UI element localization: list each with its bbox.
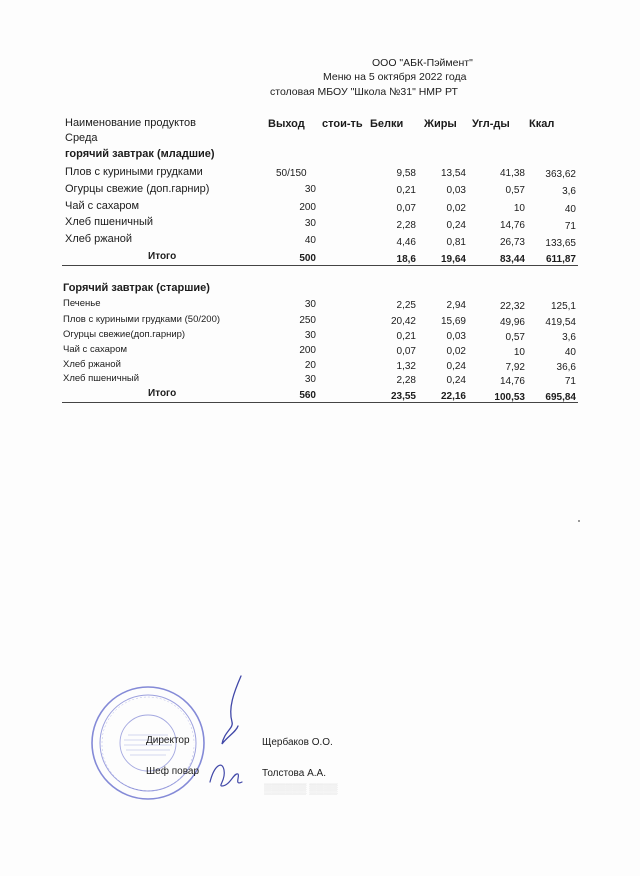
col-header-cost: стои-ть <box>322 118 363 130</box>
row-output: 30 <box>304 330 316 341</box>
total-protein: 23,55 <box>390 391 416 402</box>
row-carbs: 10 <box>513 347 525 358</box>
row-output: 200 <box>299 345 316 356</box>
row-output: 30 <box>304 184 316 195</box>
row-protein: 0,21 <box>396 331 416 342</box>
row-name: Хлеб ржаной <box>63 359 121 370</box>
row-fat: 0,03 <box>446 185 466 196</box>
row-kcal: 40 <box>564 204 576 215</box>
row-carbs: 7,92 <box>505 362 525 373</box>
row-name: Хлеб пшеничный <box>65 216 154 228</box>
chef-name: Толстова А.А. <box>262 768 326 779</box>
row-name: Чай с сахаром <box>63 344 128 355</box>
row-protein: 20,42 <box>390 316 416 327</box>
row-kcal: 36,6 <box>556 362 576 373</box>
divider <box>62 402 578 403</box>
col-header-carbs: Угл-ды <box>472 118 510 130</box>
row-name: Огурцы свежие (доп.гарнир) <box>65 183 210 195</box>
row-output: 200 <box>299 202 316 213</box>
row-protein: 2,28 <box>396 375 416 386</box>
row-carbs: 14,76 <box>499 376 525 387</box>
row-fat: 2,94 <box>446 300 466 311</box>
row-carbs: 26,73 <box>499 237 525 248</box>
row-protein: 1,32 <box>396 361 416 372</box>
company-name: ООО "АБК-Пэймент" <box>372 57 473 69</box>
total-kcal: 695,84 <box>545 392 576 403</box>
divider <box>62 265 578 266</box>
total-carbs: 100,53 <box>494 392 525 403</box>
row-output: 40 <box>304 235 316 246</box>
row-name: Плов с куриными грудками <box>65 166 203 178</box>
total-fat: 22,16 <box>440 391 466 402</box>
col-header-fat: Жиры <box>424 118 457 130</box>
director-signature <box>214 672 250 752</box>
row-protein: 0,21 <box>396 185 416 196</box>
row-fat: 0,81 <box>446 237 466 248</box>
row-fat: 15,69 <box>440 316 466 327</box>
section-title-senior: Горячий завтрак (старшие) <box>63 282 210 294</box>
total-carbs: 83,44 <box>499 254 525 265</box>
row-kcal: 71 <box>564 376 576 387</box>
director-name: Щербаков О.О. <box>262 737 333 748</box>
row-output: 30 <box>304 299 316 310</box>
row-name: Плов с куриными грудками (50/200) <box>63 314 221 325</box>
total-kcal: 611,87 <box>545 254 576 265</box>
row-output: 30 <box>304 374 316 385</box>
total-label: Итого <box>148 251 177 262</box>
row-carbs: 10 <box>513 203 525 214</box>
col-header-kcal: Ккал <box>529 118 555 130</box>
section-title-junior: горячий завтрак (младшие) <box>65 148 215 160</box>
row-carbs: 14,76 <box>499 220 525 231</box>
menu-date: Меню на 5 октября 2022 года <box>323 71 467 83</box>
total-protein: 18,6 <box>396 254 416 265</box>
row-protein: 9,58 <box>396 168 416 179</box>
total-output: 560 <box>299 390 316 401</box>
day-label: Среда <box>65 132 98 144</box>
row-fat: 0,24 <box>446 220 466 231</box>
row-protein: 2,25 <box>396 300 416 311</box>
row-protein: 4,46 <box>396 237 416 248</box>
total-output: 500 <box>299 253 316 264</box>
col-header-name: Наименование продуктов <box>65 117 196 129</box>
bleed-through-text: ▒▒▒▒▒▒ ▒▒▒▒ <box>264 784 338 795</box>
row-kcal: 419,54 <box>545 317 576 328</box>
row-kcal: 40 <box>564 347 576 358</box>
row-fat: 0,02 <box>446 346 466 357</box>
chef-signature <box>204 752 252 792</box>
scan-speck <box>578 520 580 522</box>
col-header-output: Выход <box>268 118 305 130</box>
row-protein: 0,07 <box>396 203 416 214</box>
col-header-protein: Белки <box>370 118 404 130</box>
row-protein: 2,28 <box>396 220 416 231</box>
row-kcal: 363,62 <box>545 169 576 180</box>
chef-label: Шеф повар <box>146 766 200 777</box>
row-kcal: 133,65 <box>545 238 576 249</box>
row-fat: 0,24 <box>446 375 466 386</box>
row-carbs: 41,38 <box>499 168 525 179</box>
row-kcal: 3,6 <box>562 332 576 343</box>
row-name: Огурцы свежие(доп.гарнир) <box>63 329 186 340</box>
row-fat: 13,54 <box>440 168 466 179</box>
row-output: 20 <box>304 360 316 371</box>
row-name: Хлеб ржаной <box>65 233 133 245</box>
row-kcal: 3,6 <box>562 186 576 197</box>
row-name: Печенье <box>63 298 101 309</box>
row-protein: 0,07 <box>396 346 416 357</box>
row-output: 50/150 <box>276 168 307 179</box>
row-carbs: 49,96 <box>499 317 525 328</box>
director-label: Директор <box>146 735 190 746</box>
row-fat: 0,24 <box>446 361 466 372</box>
row-kcal: 125,1 <box>550 301 576 312</box>
row-carbs: 0,57 <box>505 332 525 343</box>
row-fat: 0,03 <box>446 331 466 342</box>
row-output: 30 <box>304 218 316 229</box>
total-fat: 19,64 <box>440 254 466 265</box>
row-name: Хлеб пшеничный <box>63 373 140 384</box>
row-name: Чай с сахаром <box>65 200 140 212</box>
total-label: Итого <box>148 388 177 399</box>
row-carbs: 22,32 <box>499 301 525 312</box>
row-output: 250 <box>299 315 316 326</box>
row-carbs: 0,57 <box>505 185 525 196</box>
row-fat: 0,02 <box>446 203 466 214</box>
row-kcal: 71 <box>564 221 576 232</box>
canteen-name: столовая МБОУ "Школа №31" НМР РТ <box>270 86 458 98</box>
